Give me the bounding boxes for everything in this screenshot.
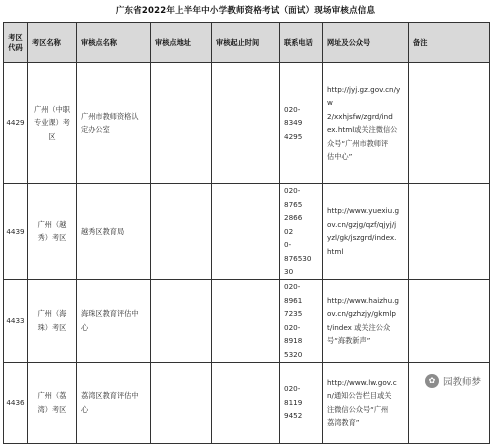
cell-area: [28, 63, 77, 184]
web-line: 荔湾教育”: [327, 418, 360, 427]
phone-line: 7235: [284, 309, 303, 318]
cell-note: [409, 279, 490, 362]
cell-time: [212, 279, 280, 362]
cell-code: 4433: [4, 279, 28, 362]
review-site-table: [3, 22, 490, 444]
header-row: [4, 23, 490, 63]
header-note: 备注: [409, 23, 490, 63]
area-line: 广州（中职: [34, 104, 70, 114]
cell-area: [28, 362, 77, 443]
web-line: ov.cn/gzhzjy/gkmlp: [327, 309, 396, 318]
cell-web: [323, 279, 409, 362]
web-line: 号“海教新声”: [327, 336, 371, 345]
web-line: ex.html或关注微信公: [327, 125, 398, 134]
web-line: html: [327, 246, 344, 256]
phone-line: 2866 02: [284, 213, 310, 236]
site-name-line: 心: [81, 404, 89, 414]
phone-line: 4295: [284, 131, 303, 141]
header-code-line2: 代码: [8, 42, 23, 52]
site-name-line: 越秀区教育局: [81, 226, 125, 236]
cell-phone: [280, 63, 323, 184]
web-link[interactable]: http://jyj.gz.gov.cn/yw: [327, 84, 401, 107]
cell-code: 4439: [4, 184, 28, 280]
area-line: 秀）考区: [37, 233, 67, 243]
cell-time: [212, 63, 280, 184]
cell-phone: [280, 279, 323, 362]
web-link[interactable]: http://www.lw.gov.c: [327, 377, 397, 387]
phone-line: 020-8765: [284, 186, 303, 209]
cell-web: [323, 362, 409, 443]
web-line: ov.cn/gzjg/qzf/qjyj/j: [327, 219, 397, 229]
phone-line: 9452: [284, 411, 303, 421]
cell-address: [151, 362, 212, 443]
cell-time: [212, 184, 280, 280]
cell-site-name: [77, 362, 151, 443]
header-code: [4, 23, 28, 63]
web-line: yzl/gk/jszgrd/index.: [327, 233, 397, 243]
web-line: 众号“广州市教师评: [327, 138, 389, 148]
cell-code: 4436: [4, 362, 28, 443]
phone-line: 30: [284, 267, 294, 276]
site-name-line: 定办公室: [81, 125, 110, 134]
web-link[interactable]: http://www.yuexiu.g: [327, 206, 400, 216]
header-time: 审核起止时间: [212, 23, 280, 63]
cell-area: [28, 279, 77, 362]
phone-line: 020-8119: [284, 384, 303, 407]
web-line: 注微信公众号“广州: [327, 404, 389, 414]
site-name-line: 海珠区教育评估中: [81, 309, 139, 318]
document-title: 广东省2022年上半年中小学教师资格考试（面试）现场审核点信息: [115, 6, 376, 16]
cell-site-name: [77, 184, 151, 280]
cell-time: [212, 362, 280, 443]
header-phone: 联系电话: [280, 23, 323, 63]
site-name-line: 广州市教师资格认: [81, 111, 139, 121]
cell-web: [323, 63, 409, 184]
web-line: n/通知公告栏目或关: [327, 391, 392, 400]
cell-phone: [280, 184, 323, 280]
site-name-line: 心: [81, 322, 89, 332]
cell-web: [323, 184, 409, 280]
area-line: 珠）考区: [37, 322, 67, 332]
cell-note: [409, 184, 490, 280]
cell-address: [151, 279, 212, 362]
cell-phone: [280, 362, 323, 443]
cell-address: [151, 63, 212, 184]
web-line: 2/xxhjsfw/zgrd/ind: [327, 111, 393, 121]
header-area: 考区名称: [28, 23, 77, 63]
area-line: 广州（荔: [37, 391, 67, 400]
chat-bubble-icon: ✿: [425, 374, 439, 388]
table-row: [4, 184, 490, 280]
web-line: 估中心”: [327, 152, 353, 161]
cell-area: [28, 184, 77, 280]
area-line: 区: [48, 131, 56, 141]
area-line: 专业课）考: [34, 118, 70, 128]
phone-line: 5320: [284, 349, 303, 359]
phone-line: 0-876530: [284, 240, 312, 263]
watermark: [425, 374, 481, 388]
table-row: [4, 63, 490, 184]
cell-site-name: [77, 279, 151, 362]
watermark-text: 园教师梦: [442, 377, 481, 388]
table-row: [4, 279, 490, 362]
cell-address: [151, 184, 212, 280]
cell-code: 4429: [4, 63, 28, 184]
area-line: 湾）考区: [37, 404, 67, 414]
header-address: 审核点地址: [151, 23, 212, 63]
phone-line: 020-8918: [284, 322, 303, 345]
table-row: [4, 362, 490, 443]
area-line: 广州（越: [37, 219, 67, 229]
phone-line: 020-8961: [284, 282, 303, 305]
header-site-name: 审核点名称: [77, 23, 151, 63]
phone-line: 020-8349: [284, 104, 303, 128]
web-link[interactable]: http://www.haizhu.g: [327, 295, 399, 305]
cell-site-name: [77, 63, 151, 184]
cell-note: [409, 63, 490, 184]
web-line: t/index 或关注公众: [327, 322, 391, 332]
header-web: 网址及公众号: [323, 23, 409, 63]
header-code-line1: 考区: [8, 32, 23, 42]
site-name-line: 荔湾区教育评估中: [81, 391, 139, 400]
area-line: 广州（海: [37, 309, 67, 318]
